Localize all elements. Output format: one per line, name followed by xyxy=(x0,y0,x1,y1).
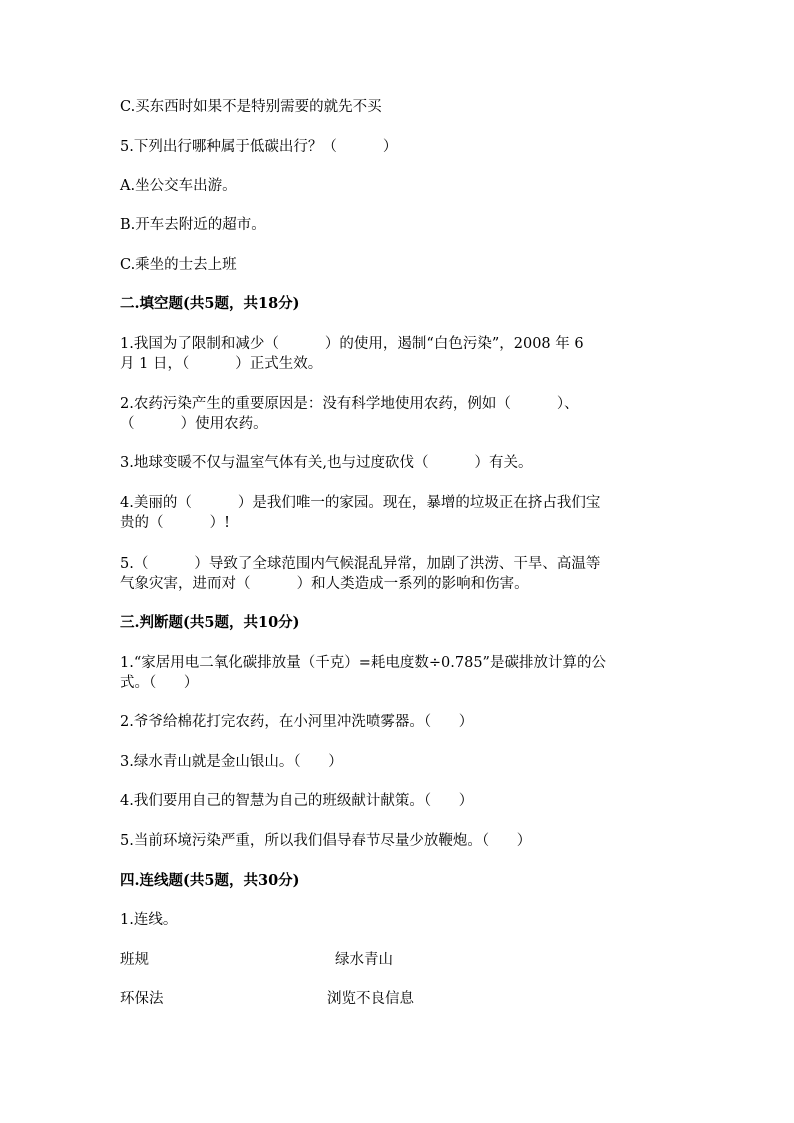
fill-q4-line1: 4.美丽的（ ）是我们唯一的家园。现在，暴增的垃圾正在挤占我们宝 xyxy=(120,495,601,511)
fill-q1-line2: 月 1 日，（ ）正式生效。 xyxy=(120,356,323,372)
match-left-item: 班规 xyxy=(120,952,149,968)
fill-q2-line1: 2.农药污染产生的重要原因是：没有科学地使用农药，例如（ ）、 xyxy=(120,396,579,412)
q5-option-b: B.开车去附近的超市。 xyxy=(120,217,266,233)
section3-heading: 三.判断题(共5题，共10分) xyxy=(120,614,300,631)
q5-option-a: A.坐公交车出游。 xyxy=(120,178,237,194)
judge-q1-line2: 式。（ ） xyxy=(120,675,199,691)
fill-q3-line1: 3.地球变暖不仅与温室气体有关,也与过度砍伐（ ）有关。 xyxy=(120,455,533,471)
section2-heading: 二.填空题(共5题，共18分) xyxy=(120,295,300,312)
judge-q1-line1: 1.“家居用电二氧化碳排放量（千克）=耗电度数÷0.785”是碳排放计算的公 xyxy=(120,655,606,671)
judge-q4: 4.我们要用自己的智慧为自己的班级献计献策。（ ） xyxy=(120,793,474,809)
fill-q1-line1: 1.我国为了限制和减少（ ）的使用，遏制“白色污染”，2008 年 6 xyxy=(120,336,584,352)
section4-heading: 四.连线题(共5题，共30分) xyxy=(120,872,300,889)
match-left-item: 环保法 xyxy=(120,991,164,1007)
fill-q5-line2: 气象灾害，进而对（ ）和人类造成一系列的影响和伤害。 xyxy=(120,576,529,592)
fill-q4-line2: 贵的（ ）! xyxy=(120,515,230,531)
q5-question: 5.下列出行哪种属于低碳出行？（ ） xyxy=(120,139,398,155)
judge-q3: 3.绿水青山就是金山银山。（ ） xyxy=(120,754,343,770)
q4-option-c: C.买东西时如果不是特别需要的就先不买 xyxy=(120,99,382,115)
match-q1-label: 1.连线。 xyxy=(120,912,178,928)
q5-option-c: C.乘坐的士去上班 xyxy=(120,257,237,273)
fill-q2-line2: （ ）使用农药。 xyxy=(120,416,268,432)
judge-q2: 2.爷爷给棉花打完农药，在小河里冲洗喷雾器。（ ） xyxy=(120,714,474,730)
match-right-item: 浏览不良信息 xyxy=(327,991,414,1007)
judge-q5: 5.当前环境污染严重，所以我们倡导春节尽量少放鞭炮。（ ） xyxy=(120,833,532,849)
fill-q5-line1: 5.（ ）导致了全球范围内气候混乱异常，加剧了洪涝、干旱、高温等 xyxy=(120,556,601,572)
match-right-item: 绿水青山 xyxy=(335,952,393,968)
